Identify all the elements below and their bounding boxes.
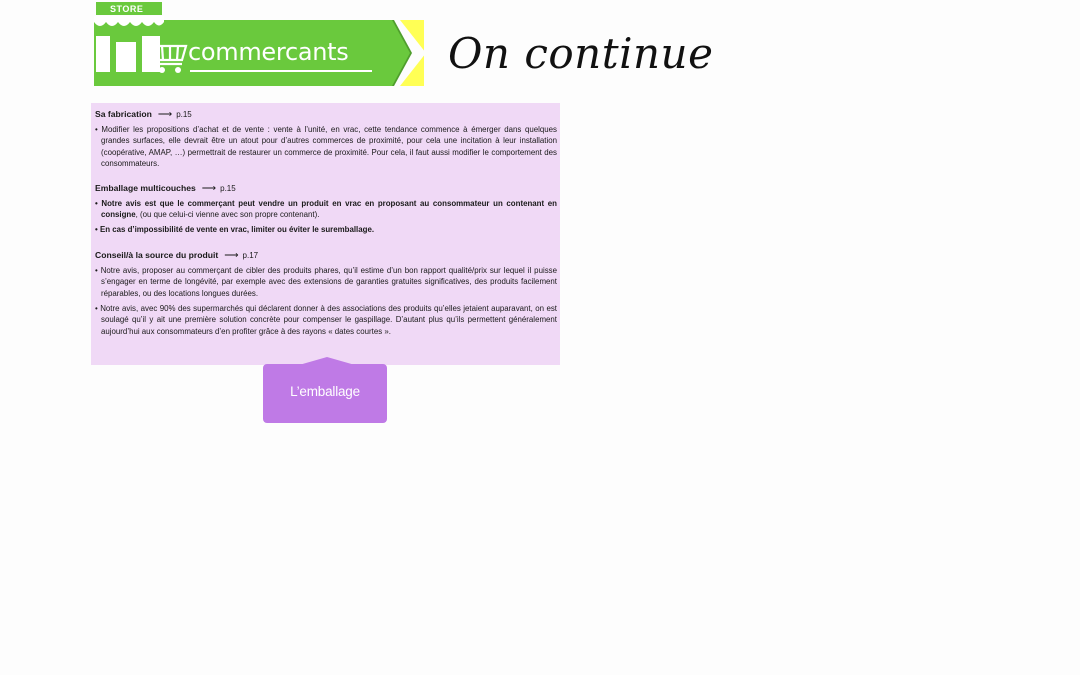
list-item: • En cas d’impossibilité de vente en vrac, limiter ou éviter le suremballage.	[95, 225, 375, 235]
page-ref: p.17	[242, 250, 259, 260]
list-item: • Notre avis, proposer au commerçant de cibler des produits phares, qu’il estime d’un bon rapport qualité/prix sur lequel il puisse s’engager en terme de longévité, par exemple avec des extensions de garanties gratuites significatives, des produits facilement réparables, ou des locations longues durées.	[95, 265, 557, 298]
header	[0, 0, 1080, 95]
section-heading-conseil: Conseil/à la source du produit ⟶ p.17	[95, 249, 259, 261]
arrow-right-icon: ⟶	[224, 249, 239, 261]
page-ref: p.15	[176, 110, 192, 119]
section-heading-fabrication: Sa fabrication ⟶ p.15	[95, 109, 192, 120]
arrow-right-icon: ⟶	[201, 182, 217, 194]
store-sign: STORE	[110, 4, 144, 14]
brand-name: commercants	[188, 38, 349, 66]
arrow-right-icon: ⟶	[157, 109, 173, 120]
page-ref: p.15	[220, 183, 236, 193]
page-title: On continue	[448, 29, 714, 78]
section-heading-emballage: Emballage multicouches ⟶ p.15	[95, 182, 236, 194]
list-item: • Notre avis, avec 90% des supermarchés qui déclarent donner à des associations des produits qu’elles jetaient auparavant, on est soulagé qu’il y ait une première solution concrète pour compenser le gaspillage. D’autant plus qu’ils permettent généralement aujourd’hui aux consommateurs d’en profiter grâce à des rayons « dates courtes ».	[95, 304, 557, 336]
list-item: • Notre avis est que le commerçant peut vendre un produit en vrac en proposant au consommateur un contenant en consigne, (ou que celui-ci vienne avec son propre contenant).	[95, 198, 557, 220]
content-panel	[91, 103, 560, 365]
list-item: • Modifier les propositions d’achat et de vente : vente à l’unité, en vrac, cette tendance commence à émerger dans quelques grandes surfaces, elle devrait être un atout pour d’autres commerces de proximité, pour cela une incitation à leur installation (coopérative, AMAP, …) permettrait de restaurer un commerce de proximité. Pour cela, il faut aussi modifier le comportement des consommateurs.	[95, 125, 557, 169]
emballage-button[interactable]	[263, 364, 387, 423]
emballage-button-label: L’emballage	[290, 384, 360, 399]
